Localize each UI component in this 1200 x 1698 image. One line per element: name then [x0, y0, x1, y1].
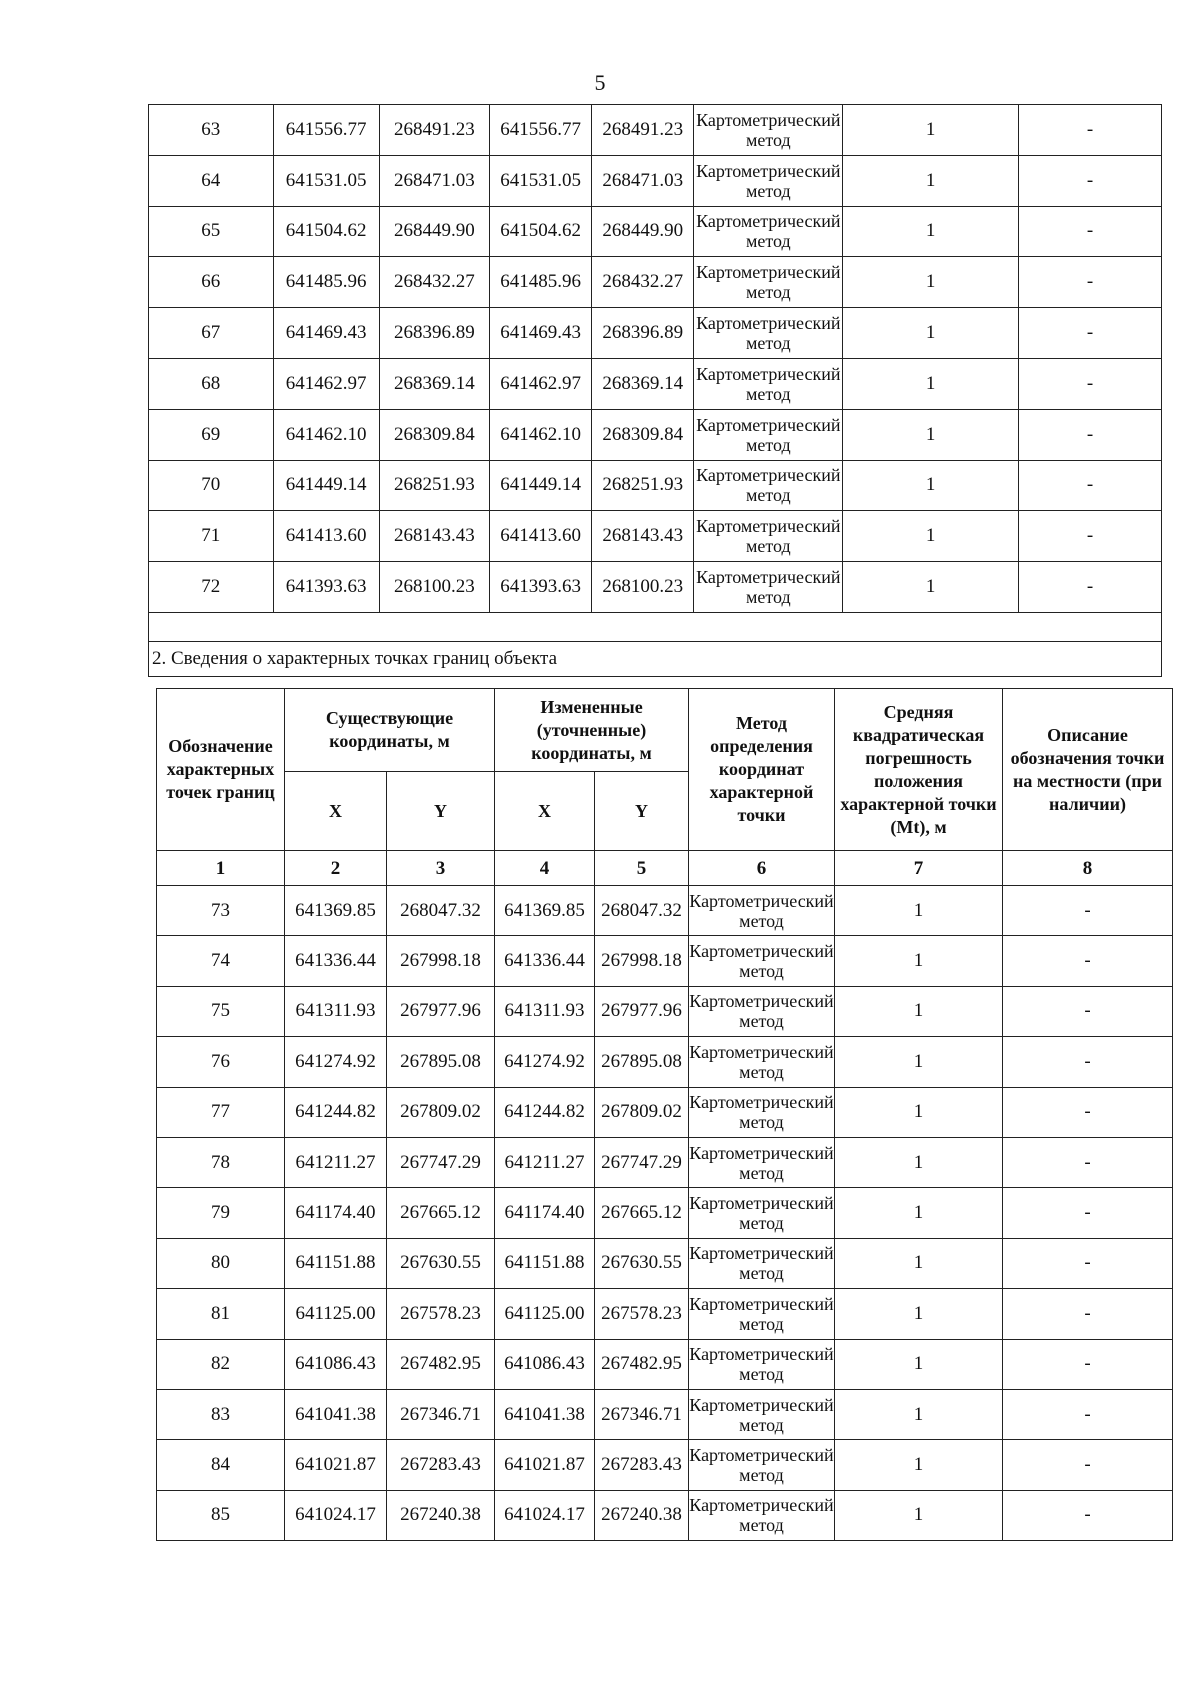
mt-cell: 1 [835, 936, 1003, 986]
mt-cell: 1 [835, 1087, 1003, 1137]
y-existing-cell: 268432.27 [379, 257, 489, 308]
x-existing-cell: 641174.40 [285, 1188, 387, 1238]
x-changed-cell: 641211.27 [495, 1137, 595, 1187]
section-title-row [149, 641, 1162, 676]
column-number: 2 [285, 851, 387, 886]
description-cell: - [1018, 562, 1161, 613]
point-number-cell: 76 [157, 1037, 285, 1087]
y-existing-cell: 267240.38 [387, 1490, 495, 1540]
table-row [157, 1289, 1173, 1339]
y-existing-cell: 268047.32 [387, 886, 495, 936]
description-cell: - [1018, 511, 1161, 562]
point-number-cell: 80 [157, 1238, 285, 1288]
x-existing-cell: 641244.82 [285, 1087, 387, 1137]
point-number-cell: 63 [149, 105, 274, 156]
table-row [157, 1440, 1173, 1490]
y-existing-cell: 268251.93 [379, 460, 489, 511]
y-changed-cell: 267998.18 [595, 936, 689, 986]
x-existing-cell: 641485.96 [273, 257, 379, 308]
x-changed-cell: 641449.14 [490, 460, 592, 511]
x-existing-cell: 641336.44 [285, 936, 387, 986]
header-point: Обозначение характерных точек границ [157, 689, 285, 851]
point-number-cell: 81 [157, 1289, 285, 1339]
table-row [157, 1137, 1173, 1187]
x-changed-cell: 641393.63 [490, 562, 592, 613]
y-changed-cell: 267346.71 [595, 1389, 689, 1439]
header-y-changed: Y [595, 772, 689, 851]
y-changed-cell: 267809.02 [595, 1087, 689, 1137]
x-existing-cell: 641462.10 [273, 409, 379, 460]
method-cell: Картометрический метод [689, 1490, 835, 1540]
x-existing-cell: 641151.88 [285, 1238, 387, 1288]
y-changed-cell: 268369.14 [592, 358, 694, 409]
description-cell: - [1003, 986, 1173, 1036]
table-row [157, 1389, 1173, 1439]
mt-cell: 1 [835, 1440, 1003, 1490]
table-row [149, 511, 1162, 562]
y-changed-cell: 268309.84 [592, 409, 694, 460]
y-existing-cell: 268449.90 [379, 206, 489, 257]
x-existing-cell: 641504.62 [273, 206, 379, 257]
method-cell: Картометрический метод [694, 562, 843, 613]
header-description: Описание обозначения точки на местности (при наличии) [1003, 689, 1173, 851]
x-existing-cell: 641041.38 [285, 1389, 387, 1439]
x-existing-cell: 641086.43 [285, 1339, 387, 1389]
x-changed-cell: 641125.00 [495, 1289, 595, 1339]
description-cell: - [1003, 1339, 1173, 1389]
point-number-cell: 71 [149, 511, 274, 562]
point-number-cell: 75 [157, 986, 285, 1036]
point-number-cell: 67 [149, 308, 274, 359]
method-cell: Картометрический метод [689, 1389, 835, 1439]
table-row [157, 1238, 1173, 1288]
description-cell: - [1003, 1137, 1173, 1187]
x-changed-cell: 641151.88 [495, 1238, 595, 1288]
x-existing-cell: 641393.63 [273, 562, 379, 613]
table-row [157, 1087, 1173, 1137]
x-existing-cell: 641311.93 [285, 986, 387, 1036]
method-cell: Картометрический метод [694, 257, 843, 308]
mt-cell: 1 [835, 1289, 1003, 1339]
point-number-cell: 84 [157, 1440, 285, 1490]
boundary-points-table [156, 688, 1173, 1541]
y-changed-cell: 267747.29 [595, 1137, 689, 1187]
header-method: Метод определения координат характерной точки [689, 689, 835, 851]
x-existing-cell: 641413.60 [273, 511, 379, 562]
description-cell: - [1018, 206, 1161, 257]
method-cell: Картометрический метод [694, 358, 843, 409]
x-existing-cell: 641469.43 [273, 308, 379, 359]
table-row [149, 460, 1162, 511]
x-changed-cell: 641274.92 [495, 1037, 595, 1087]
method-cell: Картометрический метод [689, 1440, 835, 1490]
x-changed-cell: 641556.77 [490, 105, 592, 156]
coordinates-table-continued [148, 104, 1162, 677]
point-number-cell: 83 [157, 1389, 285, 1439]
x-changed-cell: 641531.05 [490, 155, 592, 206]
x-changed-cell: 641021.87 [495, 1440, 595, 1490]
mt-cell: 1 [843, 511, 1019, 562]
description-cell: - [1018, 257, 1161, 308]
method-cell: Картометрический метод [694, 511, 843, 562]
mt-cell: 1 [835, 1137, 1003, 1187]
x-existing-cell: 641021.87 [285, 1440, 387, 1490]
x-existing-cell: 641274.92 [285, 1037, 387, 1087]
y-changed-cell: 268471.03 [592, 155, 694, 206]
page-number: 5 [594, 70, 606, 95]
description-cell: - [1003, 1289, 1173, 1339]
mt-cell: 1 [843, 358, 1019, 409]
y-changed-cell: 268251.93 [592, 460, 694, 511]
y-existing-cell: 267630.55 [387, 1238, 495, 1288]
x-changed-cell: 641413.60 [490, 511, 592, 562]
table-row [149, 105, 1162, 156]
x-changed-cell: 641469.43 [490, 308, 592, 359]
spacer-row [149, 612, 1162, 641]
mt-cell: 1 [843, 155, 1019, 206]
method-cell: Картометрический метод [689, 1188, 835, 1238]
x-changed-cell: 641369.85 [495, 886, 595, 936]
mt-cell: 1 [835, 1188, 1003, 1238]
description-cell: - [1003, 1389, 1173, 1439]
mt-cell: 1 [835, 1238, 1003, 1288]
mt-cell: 1 [835, 1037, 1003, 1087]
x-existing-cell: 641556.77 [273, 105, 379, 156]
table-row [157, 1188, 1173, 1238]
x-existing-cell: 641449.14 [273, 460, 379, 511]
y-changed-cell: 268100.23 [592, 562, 694, 613]
point-number-cell: 82 [157, 1339, 285, 1389]
y-changed-cell: 267665.12 [595, 1188, 689, 1238]
table-row [157, 936, 1173, 986]
method-cell: Картометрический метод [689, 1289, 835, 1339]
point-number-cell: 66 [149, 257, 274, 308]
point-number-cell: 78 [157, 1137, 285, 1187]
column-number-row [157, 851, 1173, 886]
header-x-existing: X [285, 772, 387, 851]
point-number-cell: 74 [157, 936, 285, 986]
description-cell: - [1018, 308, 1161, 359]
table-row [149, 206, 1162, 257]
x-changed-cell: 641485.96 [490, 257, 592, 308]
header-existing-coordinates: Существующие координаты, м [285, 689, 495, 772]
y-changed-cell: 268047.32 [595, 886, 689, 936]
description-cell: - [1003, 1440, 1173, 1490]
x-existing-cell: 641211.27 [285, 1137, 387, 1187]
method-cell: Картометрический метод [694, 155, 843, 206]
y-changed-cell: 268143.43 [592, 511, 694, 562]
y-changed-cell: 267630.55 [595, 1238, 689, 1288]
x-changed-cell: 641462.10 [490, 409, 592, 460]
description-cell: - [1003, 1490, 1173, 1540]
column-number: 3 [387, 851, 495, 886]
y-existing-cell: 268396.89 [379, 308, 489, 359]
description-cell: - [1003, 886, 1173, 936]
y-existing-cell: 268491.23 [379, 105, 489, 156]
method-cell: Картометрический метод [689, 1087, 835, 1137]
point-number-cell: 73 [157, 886, 285, 936]
description-cell: - [1018, 155, 1161, 206]
y-changed-cell: 267895.08 [595, 1037, 689, 1087]
description-cell: - [1003, 1087, 1173, 1137]
table-row [157, 886, 1173, 936]
y-existing-cell: 268471.03 [379, 155, 489, 206]
mt-cell: 1 [843, 460, 1019, 511]
header-x-changed: X [495, 772, 595, 851]
y-existing-cell: 267346.71 [387, 1389, 495, 1439]
point-number-cell: 85 [157, 1490, 285, 1540]
section-title: 2. Сведения о характерных точках границ объекта [149, 641, 1162, 676]
x-changed-cell: 641174.40 [495, 1188, 595, 1238]
table-row [149, 308, 1162, 359]
table-row [149, 409, 1162, 460]
y-changed-cell: 267578.23 [595, 1289, 689, 1339]
mt-cell: 1 [835, 986, 1003, 1036]
x-existing-cell: 641369.85 [285, 886, 387, 936]
table-row [149, 155, 1162, 206]
x-changed-cell: 641504.62 [490, 206, 592, 257]
method-cell: Картометрический метод [689, 1137, 835, 1187]
column-number: 1 [157, 851, 285, 886]
point-number-cell: 64 [149, 155, 274, 206]
column-number: 8 [1003, 851, 1173, 886]
point-number-cell: 77 [157, 1087, 285, 1137]
y-existing-cell: 267809.02 [387, 1087, 495, 1137]
x-existing-cell: 641462.97 [273, 358, 379, 409]
mt-cell: 1 [843, 257, 1019, 308]
x-changed-cell: 641244.82 [495, 1087, 595, 1137]
y-existing-cell: 267283.43 [387, 1440, 495, 1490]
method-cell: Картометрический метод [689, 1037, 835, 1087]
method-cell: Картометрический метод [689, 936, 835, 986]
y-existing-cell: 267977.96 [387, 986, 495, 1036]
header-y-existing: Y [387, 772, 495, 851]
y-changed-cell: 267482.95 [595, 1339, 689, 1389]
x-changed-cell: 641462.97 [490, 358, 592, 409]
y-existing-cell: 267482.95 [387, 1339, 495, 1389]
header-changed-coordinates: Измененные (уточненные) координаты, м [495, 689, 689, 772]
method-cell: Картометрический метод [694, 308, 843, 359]
y-existing-cell: 267998.18 [387, 936, 495, 986]
table-row [157, 986, 1173, 1036]
description-cell: - [1018, 105, 1161, 156]
x-changed-cell: 641041.38 [495, 1389, 595, 1439]
method-cell: Картометрический метод [694, 409, 843, 460]
method-cell: Картометрический метод [694, 460, 843, 511]
point-number-cell: 68 [149, 358, 274, 409]
table-row [157, 1490, 1173, 1540]
x-changed-cell: 641024.17 [495, 1490, 595, 1540]
header-row-1 [157, 689, 1173, 772]
mt-cell: 1 [843, 206, 1019, 257]
method-cell: Картометрический метод [689, 986, 835, 1036]
y-changed-cell: 268449.90 [592, 206, 694, 257]
mt-cell: 1 [843, 562, 1019, 613]
x-changed-cell: 641086.43 [495, 1339, 595, 1389]
point-number-cell: 65 [149, 206, 274, 257]
mt-cell: 1 [843, 308, 1019, 359]
y-existing-cell: 267747.29 [387, 1137, 495, 1187]
column-number: 4 [495, 851, 595, 886]
x-existing-cell: 641125.00 [285, 1289, 387, 1339]
description-cell: - [1003, 1037, 1173, 1087]
method-cell: Картометрический метод [694, 105, 843, 156]
y-changed-cell: 268432.27 [592, 257, 694, 308]
description-cell: - [1003, 1238, 1173, 1288]
point-number-cell: 70 [149, 460, 274, 511]
mt-cell: 1 [835, 1389, 1003, 1439]
y-existing-cell: 267895.08 [387, 1037, 495, 1087]
mt-cell: 1 [843, 409, 1019, 460]
mt-cell: 1 [843, 105, 1019, 156]
y-changed-cell: 268396.89 [592, 308, 694, 359]
y-existing-cell: 268100.23 [379, 562, 489, 613]
point-number-cell: 72 [149, 562, 274, 613]
point-number-cell: 69 [149, 409, 274, 460]
x-existing-cell: 641531.05 [273, 155, 379, 206]
mt-cell: 1 [835, 1339, 1003, 1389]
description-cell: - [1018, 409, 1161, 460]
description-cell: - [1018, 460, 1161, 511]
method-cell: Картометрический метод [694, 206, 843, 257]
mt-cell: 1 [835, 1490, 1003, 1540]
table-row [149, 257, 1162, 308]
table-row [157, 1037, 1173, 1087]
y-existing-cell: 268143.43 [379, 511, 489, 562]
y-existing-cell: 267578.23 [387, 1289, 495, 1339]
y-existing-cell: 268309.84 [379, 409, 489, 460]
y-changed-cell: 267283.43 [595, 1440, 689, 1490]
x-changed-cell: 641336.44 [495, 936, 595, 986]
header-mt: Средняя квадратическая погрешность положения характерной точки (Mt), м [835, 689, 1003, 851]
description-cell: - [1003, 936, 1173, 986]
column-number: 5 [595, 851, 689, 886]
method-cell: Картометрический метод [689, 1339, 835, 1389]
y-changed-cell: 268491.23 [592, 105, 694, 156]
mt-cell: 1 [835, 886, 1003, 936]
description-cell: - [1018, 358, 1161, 409]
table-row [157, 1339, 1173, 1389]
x-existing-cell: 641024.17 [285, 1490, 387, 1540]
column-number: 6 [689, 851, 835, 886]
method-cell: Картометрический метод [689, 886, 835, 936]
x-changed-cell: 641311.93 [495, 986, 595, 1036]
y-existing-cell: 268369.14 [379, 358, 489, 409]
table-row [149, 358, 1162, 409]
y-changed-cell: 267240.38 [595, 1490, 689, 1540]
column-number: 7 [835, 851, 1003, 886]
method-cell: Картометрический метод [689, 1238, 835, 1288]
y-existing-cell: 267665.12 [387, 1188, 495, 1238]
y-changed-cell: 267977.96 [595, 986, 689, 1036]
table-row [149, 562, 1162, 613]
description-cell: - [1003, 1188, 1173, 1238]
point-number-cell: 79 [157, 1188, 285, 1238]
